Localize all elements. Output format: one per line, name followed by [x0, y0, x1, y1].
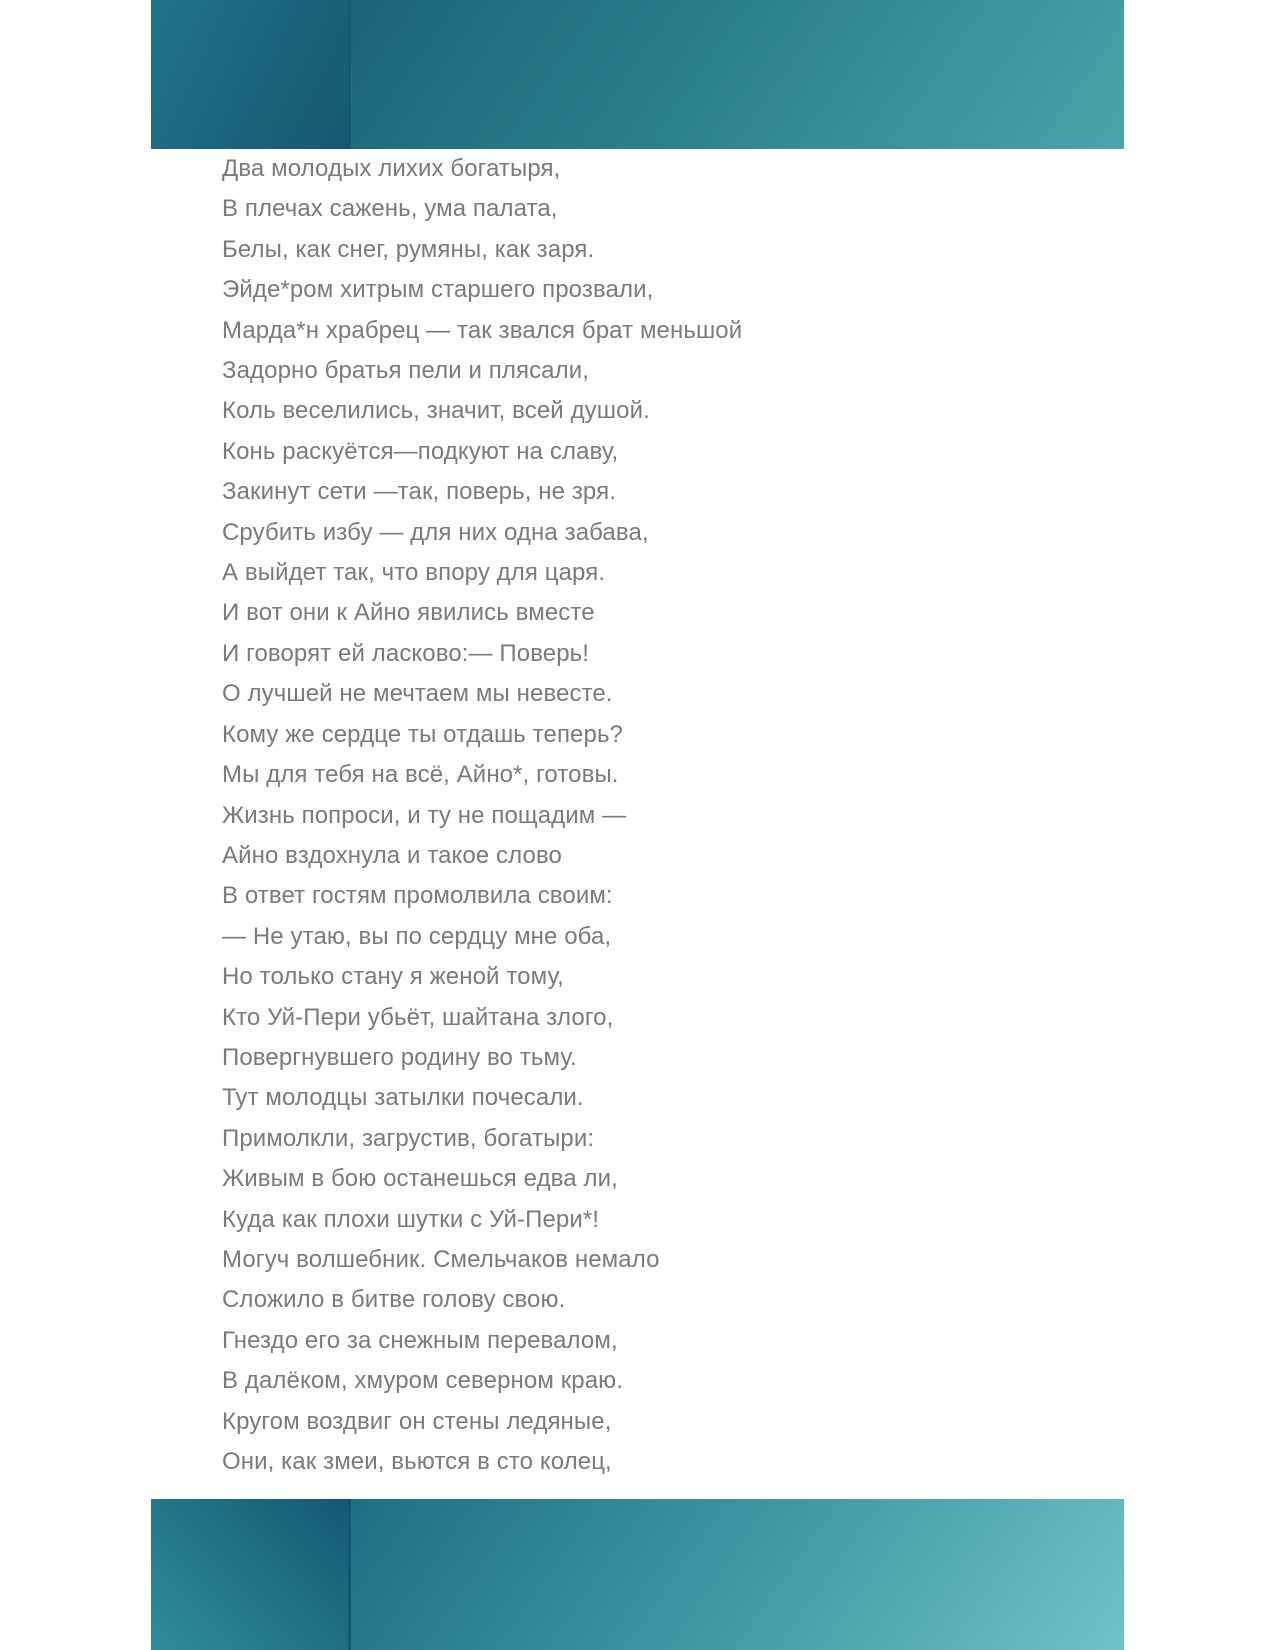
- poem-line: Задорно братья пели и плясали,: [222, 357, 590, 385]
- poem-line: Два молодых лихих богатыря,: [222, 155, 561, 182]
- poem-line: Конь раскуётся—подкуют на славу,: [222, 437, 619, 465]
- footer-banner: [151, 1499, 1124, 1650]
- poem-line: Коль веселились, значит, всей душой.: [222, 397, 650, 425]
- poem-line: Но только стану я женой тому,: [222, 963, 564, 991]
- poem-line: В ответ гостям промолвила своим:: [222, 882, 613, 910]
- poem-line: Эйде*ром хитрым старшего прозвали,: [222, 276, 654, 304]
- poem-line: Могуч волшебник. Смельчаков немало: [222, 1245, 660, 1273]
- poem-line: Повергнувшего родину во тьму.: [222, 1043, 577, 1071]
- poem-line: Тут молодцы затылки почесали.: [222, 1084, 584, 1112]
- poem-line: — Не утаю, вы по сердцу мне оба,: [222, 922, 612, 950]
- poem-line: Срубить избу — для них одна забава,: [222, 518, 649, 546]
- poem-line: Кругом воздвиг он стены ледяные,: [222, 1407, 612, 1435]
- poem-line: Живым в бою останешься едва ли,: [222, 1165, 618, 1193]
- poem-line: Примолкли, загрустив, богатыри:: [222, 1124, 595, 1152]
- poem-line: И говорят ей ласково:— Поверь!: [222, 639, 590, 667]
- poem-line: Кто Уй-Пери убьёт, шайтана злого,: [222, 1003, 614, 1031]
- poem-line: О лучшей не мечтаем мы невесте.: [222, 680, 613, 708]
- poem-line: В далёком, хмуром северном краю.: [222, 1367, 624, 1395]
- poem-line: Куда как плохи шутки с Уй-Пери*!: [222, 1205, 600, 1233]
- poem-line: Марда*н храбрец — так звался брат меньшой: [222, 316, 743, 344]
- header-banner: [151, 0, 1124, 149]
- header-banner-right-panel: [351, 0, 1124, 149]
- poem-line: Сложило в битве голову свою.: [222, 1286, 566, 1314]
- poem-line: А выйдет так, что впору для царя.: [222, 559, 606, 587]
- poem-line: В плечах сажень, ума палата,: [222, 195, 558, 223]
- poem-line: Белы, как снег, румяны, как заря.: [222, 235, 595, 263]
- footer-banner-right-panel: [351, 1499, 1124, 1650]
- poem-line: Кому же сердце ты отдашь теперь?: [222, 720, 623, 748]
- header-banner-left-panel: [151, 0, 348, 149]
- poem-line: Гнездо его за снежным перевалом,: [222, 1326, 618, 1354]
- footer-banner-left-panel: [151, 1499, 348, 1650]
- poem-line: Мы для тебя на всё, Айно*, готовы.: [222, 761, 619, 789]
- poem-line: Айно вздохнула и такое слово: [222, 841, 562, 869]
- poem: [222, 149, 1042, 1482]
- poem-line: Они, как змеи, вьются в сто колец,: [222, 1448, 612, 1475]
- poem-line: Жизнь попроси, и ту не пощадим —: [222, 801, 627, 829]
- poem-line: Закинут сети —так, поверь, не зря.: [222, 478, 616, 506]
- poem-line: И вот они к Айно явились вместе: [222, 599, 595, 627]
